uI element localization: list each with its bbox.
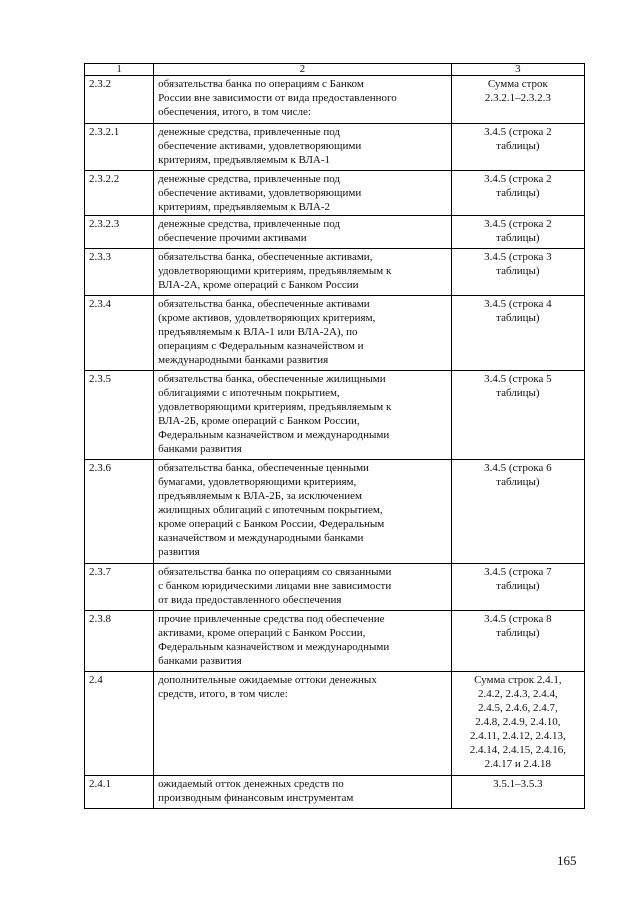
row-code: 2.3.5 <box>85 371 154 460</box>
row-description: денежные средства, привлеченные под обеспечение прочими активами <box>154 216 452 249</box>
table-row <box>85 76 585 124</box>
row-source: 3.4.5 (строка 2 таблицы) <box>451 124 584 171</box>
row-source: Сумма строк 2.4.1, 2.4.2, 2.4.3, 2.4.4, 2.4.5, 2.4.6, 2.4.7, 2.4.8, 2.4.9, 2.4.10, 2.4.11, 2.4.12, 2.4.13, 2.4.14, 2.4.15, 2.4.16, 2.4.17 и 2.4.18 <box>451 672 584 776</box>
page-number: 165 <box>557 853 577 868</box>
row-description: обязательства банка, обеспеченные активами (кроме активов, удовлетворяющих критериям, предъявляемым к ВЛА-1 или ВЛА-2А), по операциям с Федеральным казначейством и международными банками развития <box>154 296 452 371</box>
row-description: денежные средства, привлеченные под обеспечение активами, удовлетворяющими критериям, предъявляемым к ВЛА-1 <box>154 124 452 171</box>
table-row <box>85 171 585 216</box>
header-row <box>85 64 585 76</box>
header-col-3: 3 <box>451 64 584 76</box>
row-description: обязательства банка по операциям с Банком России вне зависимости от вида предоставленного обеспечения, итого, в том числе: <box>154 76 452 124</box>
header-col-2: 2 <box>154 64 452 76</box>
table-row <box>85 371 585 460</box>
table-row <box>85 124 585 171</box>
table-row <box>85 611 585 672</box>
table-row <box>85 296 585 371</box>
header-col-1: 1 <box>85 64 154 76</box>
row-description: обязательства банка, обеспеченные ценными бумагами, удовлетворяющими критериям, предъявляемым к ВЛА-2Б, за исключением жилищных облигаций с ипотечным покрытием, кроме операций с Банком России, Федеральным казначейством и международными банками развития <box>154 460 452 564</box>
row-source: 3.4.5 (строка 2 таблицы) <box>451 216 584 249</box>
document-table <box>84 63 585 809</box>
row-code: 2.3.2.3 <box>85 216 154 249</box>
table-row <box>85 776 585 809</box>
row-code: 2.3.2.2 <box>85 171 154 216</box>
row-description: ожидаемый отток денежных средств по производным финансовым инструментам <box>154 776 452 809</box>
row-code: 2.3.8 <box>85 611 154 672</box>
table-row <box>85 672 585 776</box>
row-code: 2.3.3 <box>85 249 154 296</box>
row-code: 2.3.2 <box>85 76 154 124</box>
table-row <box>85 564 585 611</box>
row-description: денежные средства, привлеченные под обеспечение активами, удовлетворяющими критериям, предъявляемым к ВЛА-2 <box>154 171 452 216</box>
row-source: 3.4.5 (строка 7 таблицы) <box>451 564 584 611</box>
row-code: 2.3.2.1 <box>85 124 154 171</box>
row-description: прочие привлеченные средства под обеспечение активами, кроме операций с Банком России, Федеральным казначейством и международными банками развития <box>154 611 452 672</box>
row-description: дополнительные ожидаемые оттоки денежных средств, итого, в том числе: <box>154 672 452 776</box>
row-code: 2.4.1 <box>85 776 154 809</box>
table-row <box>85 249 585 296</box>
row-source: 3.4.5 (строка 8 таблицы) <box>451 611 584 672</box>
row-source: 3.4.5 (строка 6 таблицы) <box>451 460 584 564</box>
row-source: 3.4.5 (строка 5 таблицы) <box>451 371 584 460</box>
row-source: 3.4.5 (строка 3 таблицы) <box>451 249 584 296</box>
row-code: 2.3.4 <box>85 296 154 371</box>
row-code: 2.4 <box>85 672 154 776</box>
table-row <box>85 460 585 564</box>
row-code: 2.3.7 <box>85 564 154 611</box>
table-row <box>85 216 585 249</box>
row-description: обязательства банка по операциям со связанными с банком юридическими лицами вне зависимости от вида предоставленного обеспечения <box>154 564 452 611</box>
row-source: 3.5.1–3.5.3 <box>451 776 584 809</box>
row-description: обязательства банка, обеспеченные активами, удовлетворяющими критериям, предъявляемым к ВЛА-2А, кроме операций с Банком России <box>154 249 452 296</box>
row-code: 2.3.6 <box>85 460 154 564</box>
table-body <box>85 64 585 809</box>
row-description: обязательства банка, обеспеченные жилищными облигациями с ипотечным покрытием, удовлетворяющими критериям, предъявляемым к ВЛА-2Б, кроме операций с Банком России, Федеральным казначейством и международными банками развития <box>154 371 452 460</box>
row-source: Сумма строк 2.3.2.1–2.3.2.3 <box>451 76 584 124</box>
row-source: 3.4.5 (строка 2 таблицы) <box>451 171 584 216</box>
row-source: 3.4.5 (строка 4 таблицы) <box>451 296 584 371</box>
